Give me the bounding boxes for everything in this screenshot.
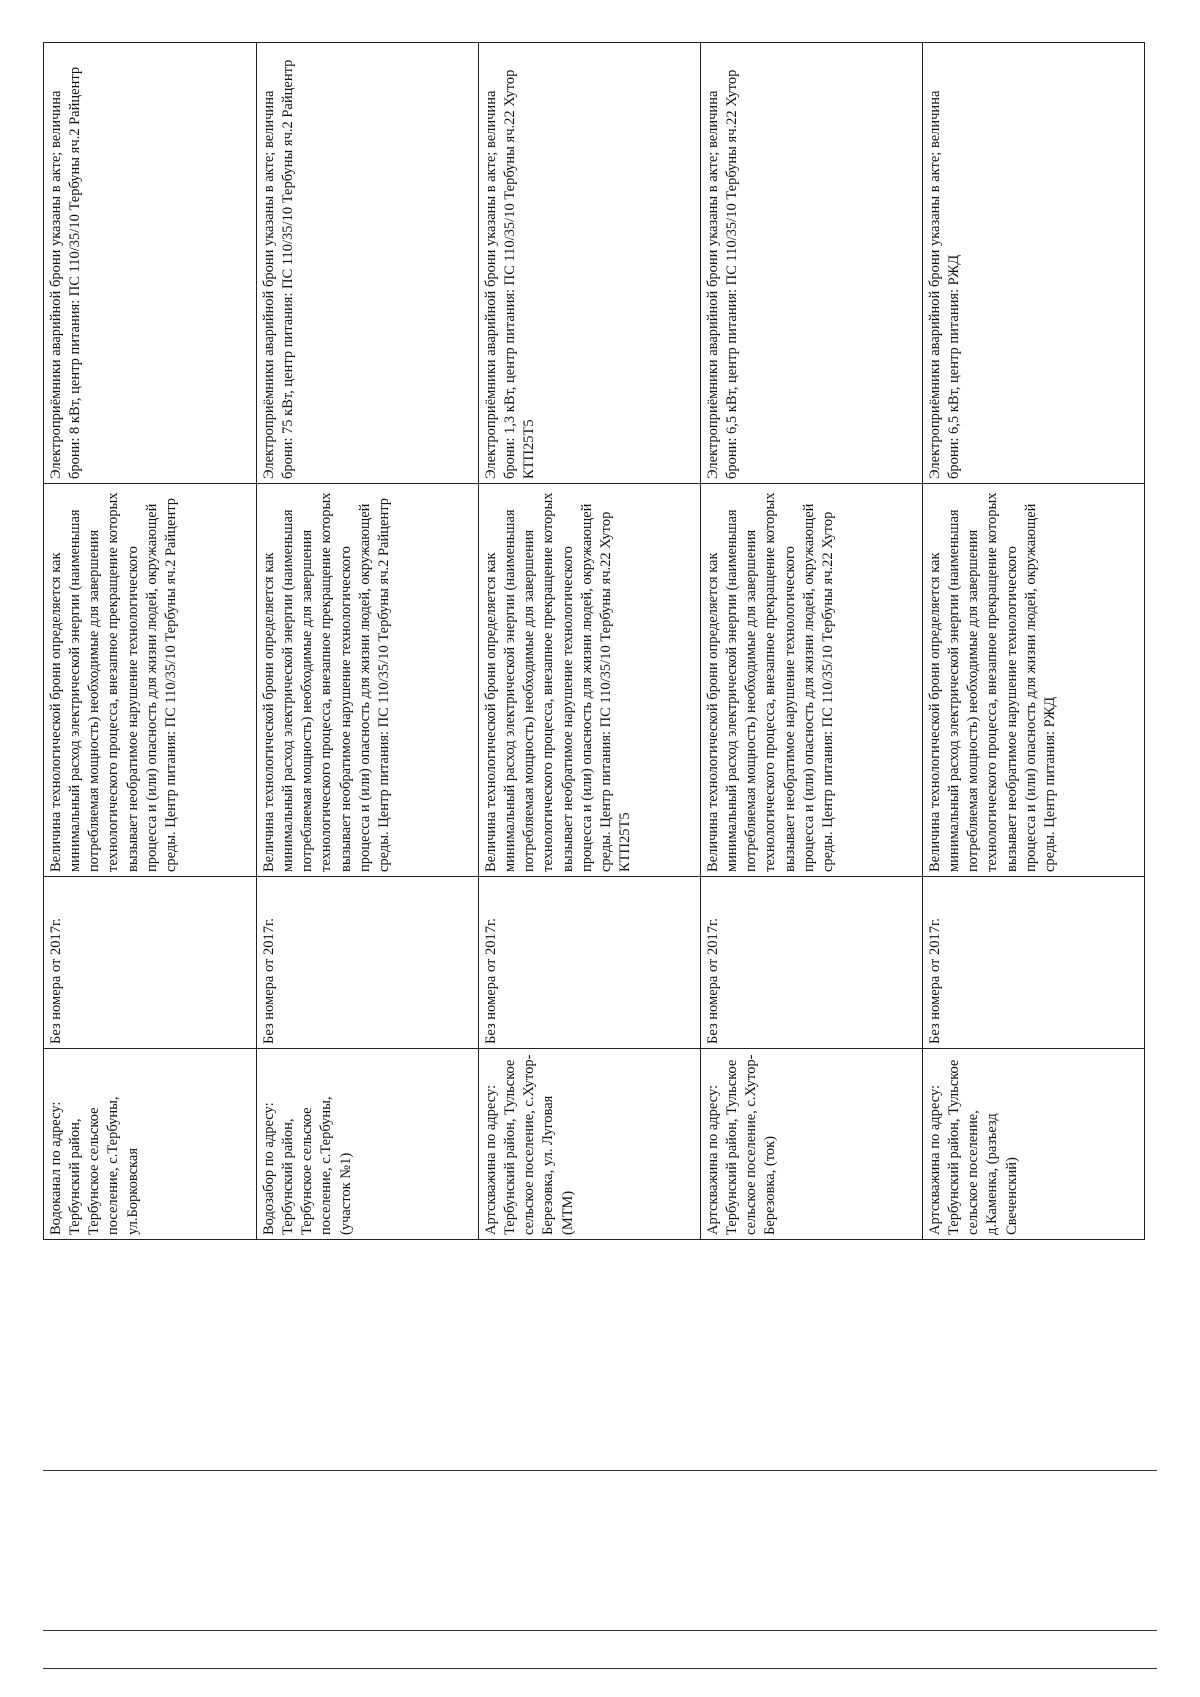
table-row	[257, 43, 479, 1240]
separator-line	[43, 1470, 1157, 1471]
emergency-reserve-cell: Электроприёмники аварийной брони указаны в акте; величина брони: 75 кВт, центр питания: ПС 110/35/10 Тербуны яч.2 Райцентр	[257, 43, 479, 484]
emergency-reserve-cell: Электроприёмники аварийной брони указаны в акте; величина брони: 6,5 кВт, центр питания: РЖД	[923, 43, 1145, 484]
object-cell: Водоканал по адресу: Тербунский район, Тербунское сельское поселение, с.Тербуны, ул.Борковская	[44, 1049, 257, 1240]
emergency-reserve-cell: Электроприёмники аварийной брони указаны в акте; величина брони: 1,3 кВт, центр питания: ПС 110/35/10 Тербуны яч.22 Хутор КТП25Т5	[479, 43, 701, 484]
table-row	[923, 43, 1145, 1240]
separator-line	[43, 1668, 1157, 1669]
tech-reserve-cell: Величина технологической брони определяется как минимальный расход электрической энергии (наименьшая потребляемая мощность) необходимые для завершения технологического процесса, внезапное прекращение которых вызывает необратимое нарушение технологического процесса и (или) опасность для жизни людей, окружающей среды. Центр питания: ПС 110/35/10 Тербуны яч.2 Райцентр	[44, 484, 257, 877]
table-row	[44, 43, 257, 1240]
tech-reserve-cell: Величина технологической брони определяется как минимальный расход электрической энергии (наименьшая потребляемая мощность) необходимые для завершения технологического процесса, внезапное прекращение которых вызывает необратимое нарушение технологического процесса и (или) опасность для жизни людей, окружающей среды. Центр питания: ПС 110/35/10 Тербуны яч.22 Хутор	[701, 484, 923, 877]
act-cell: Без номера от 2017г.	[257, 877, 479, 1049]
emergency-reserve-cell: Электроприёмники аварийной брони указаны в акте; величина брони: 6,5 кВт, центр питания: ПС 110/35/10 Тербуны яч.22 Хутор	[701, 43, 923, 484]
act-cell: Без номера от 2017г.	[479, 877, 701, 1049]
tech-reserve-cell: Величина технологической брони определяется как минимальный расход электрической энергии (наименьшая потребляемая мощность) необходимые для завершения технологического процесса, внезапное прекращение которых вызывает необратимое нарушение технологического процесса и (или) опасность для жизни людей, окружающей среды. Центр питания: ПС 110/35/10 Тербуны яч.2 Райцентр	[257, 484, 479, 877]
act-cell: Без номера от 2017г.	[701, 877, 923, 1049]
object-cell: Артскважина по адресу: Тербунский район, Тульское сельское поселение, с.Хутор-Березовка, ул. Луговая (МТМ)	[479, 1049, 701, 1240]
reserve-table	[43, 42, 1145, 1240]
act-cell: Без номера от 2017г.	[923, 877, 1145, 1049]
tech-reserve-cell: Величина технологической брони определяется как минимальный расход электрической энергии (наименьшая потребляемая мощность) необходимые для завершения технологического процесса, внезапное прекращение которых вызывает необратимое нарушение технологического процесса и (или) опасность для жизни людей, окружающей среды. Центр питания: РЖД	[923, 484, 1145, 877]
table-row	[701, 43, 923, 1240]
act-cell: Без номера от 2017г.	[44, 877, 257, 1049]
object-cell: Водозабор по адресу: Тербунский район, Тербунское сельское поселение, с.Тербуны, (участок №1)	[257, 1049, 479, 1240]
separator-line	[43, 1630, 1157, 1631]
table-row	[479, 43, 701, 1240]
tech-reserve-cell: Величина технологической брони определяется как минимальный расход электрической энергии (наименьшая потребляемая мощность) необходимые для завершения технологического процесса, внезапное прекращение которых вызывает необратимое нарушение технологического процесса и (или) опасность для жизни людей, окружающей среды. Центр питания: ПС 110/35/10 Тербуны яч.22 Хутор КТП25Т5	[479, 484, 701, 877]
object-cell: Артскважина по адресу: Тербунский район, Тульское сельское поселение, д.Каменка, (разъезд Свеченский)	[923, 1049, 1145, 1240]
emergency-reserve-cell: Электроприёмники аварийной брони указаны в акте; величина брони: 8 кВт, центр питания: ПС 110/35/10 Тербуны яч.2 Райцентр	[44, 43, 257, 484]
object-cell: Артскважина по адресу: Тербунский район, Тульское сельское поселение, с.Хутор-Березовка, (ток)	[701, 1049, 923, 1240]
